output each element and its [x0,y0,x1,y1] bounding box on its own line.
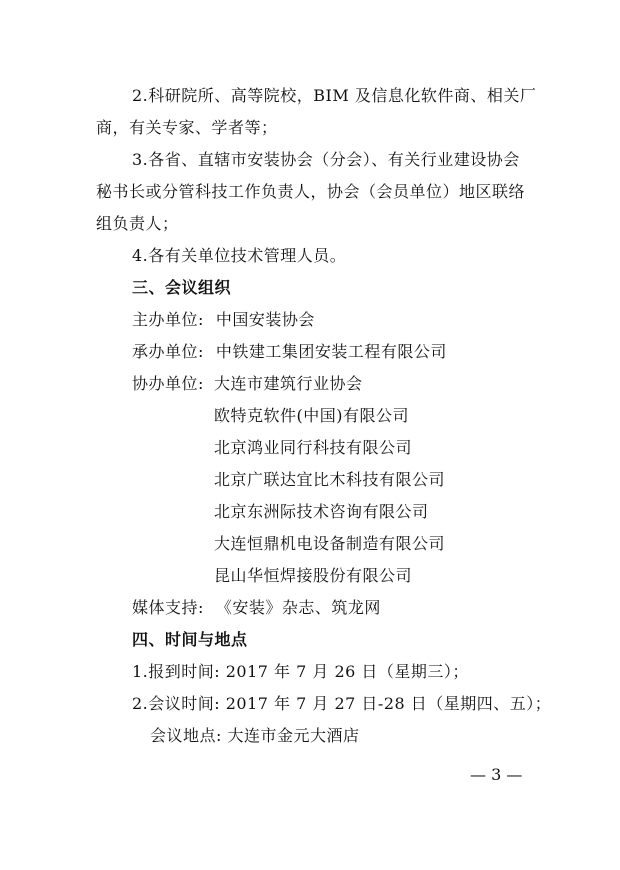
co-organizer-unit: 昆山华恒焊接股份有限公司 [214,566,413,585]
participants-item-4: 4.各有关单位技术管理人员。 [132,246,347,265]
co-organizer-unit: 欧特克软件(中国)有限公司 [214,406,409,425]
co-organizer-unit: 大连恒鼎机电设备制造有限公司 [214,534,446,553]
page-number: — 3 — [470,765,523,784]
meeting-venue: 会议地点: 大连市金元大酒店 [150,726,360,745]
co-organizer-unit: 北京东洲际技术咨询有限公司 [214,502,429,521]
section-heading-time-place: 四、时间与地点 [132,630,248,649]
media-support-value: 《安装》杂志、筑龙网 [215,598,381,617]
organizer-unit-row [132,342,447,362]
organizer-unit-value: 中铁建工集团安装工程有限公司 [215,342,447,361]
co-organizer-unit: 大连市建筑行业协会 [214,374,363,393]
participants-item-3-line-3: 组负责人； [96,214,179,233]
participants-item-3-line-2: 秘书长或分管科技工作负责人，协会（会员单位）地区联络 [96,182,526,201]
meeting-time: 2.会议时间: 2017 年 7 月 27 日-28 日（星期四、五）； [132,694,552,713]
registration-time: 1.报到时间: 2017 年 7 月 26 日（星期三）； [132,662,469,681]
participants-item-2-line-1: 2.科研院所、高等院校，BIM 及信息化软件商、相关厂 [132,86,537,105]
media-support-label: 媒体支持: [132,598,204,617]
participants-item-2-line-2: 商，有关专家、学者等； [96,118,278,137]
host-unit-row [132,310,315,330]
co-organizer-unit: 北京鸿业同行科技有限公司 [214,438,413,457]
co-organizer-unit: 北京广联达宜比木科技有限公司 [214,470,446,489]
media-support-row [132,598,381,618]
host-unit-value: 中国安装协会 [215,310,315,329]
section-heading-organization: 三、会议组织 [132,278,232,297]
co-organizer-label: 协办单位: [132,374,204,393]
participants-item-3-line-1: 3.各省、直辖市安装协会（分会）、有关行业建设协会 [132,150,520,169]
organizer-unit-label: 承办单位: [132,342,204,361]
host-unit-label: 主办单位: [132,310,204,329]
